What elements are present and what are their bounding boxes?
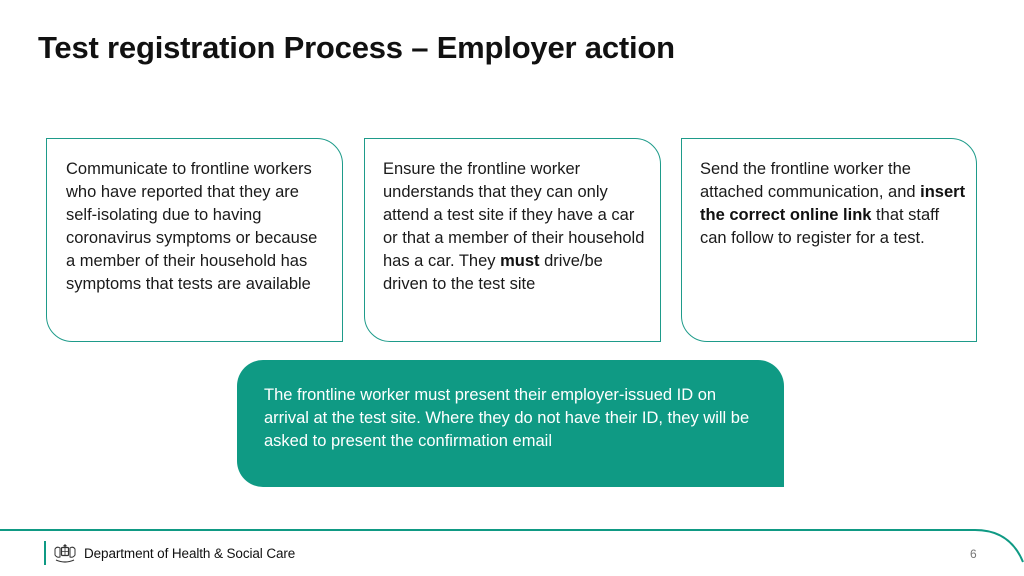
banner-text: The frontline worker must present their employer-issued ID on arrival at the test site. Where they do not have their ID, they will be asked to present the confirmation email [264, 386, 750, 450]
logo-accent-bar [44, 541, 46, 565]
step-card-text: Communicate to frontline workers who have reported that they are self-isolating due to having coronavirus symptoms or because a member of their household has symptoms that tests are available [66, 160, 318, 293]
emphasis-text: must [500, 252, 540, 270]
step-card-text: Ensure the frontline worker understands that they can only attend a test site if they have a car or that a member of their household has a car. They must drive/be driven to the test site [383, 160, 645, 293]
step-card-text: Send the frontline worker the attached communication, and insert the correct online link that staff can follow to register for a test. [700, 160, 966, 247]
slide-title: Test registration Process – Employer action [38, 30, 675, 65]
page-number: 6 [970, 547, 977, 561]
step-card-send-link [681, 138, 977, 342]
footer-logo [44, 541, 295, 565]
organisation-name: Department of Health & Social Care [84, 545, 296, 561]
step-card-ensure-car [364, 138, 661, 342]
id-requirement-banner [237, 360, 784, 487]
emphasis-text: insert the correct online link [700, 183, 966, 224]
royal-crest-icon [52, 541, 78, 565]
step-card-communicate [46, 138, 343, 342]
